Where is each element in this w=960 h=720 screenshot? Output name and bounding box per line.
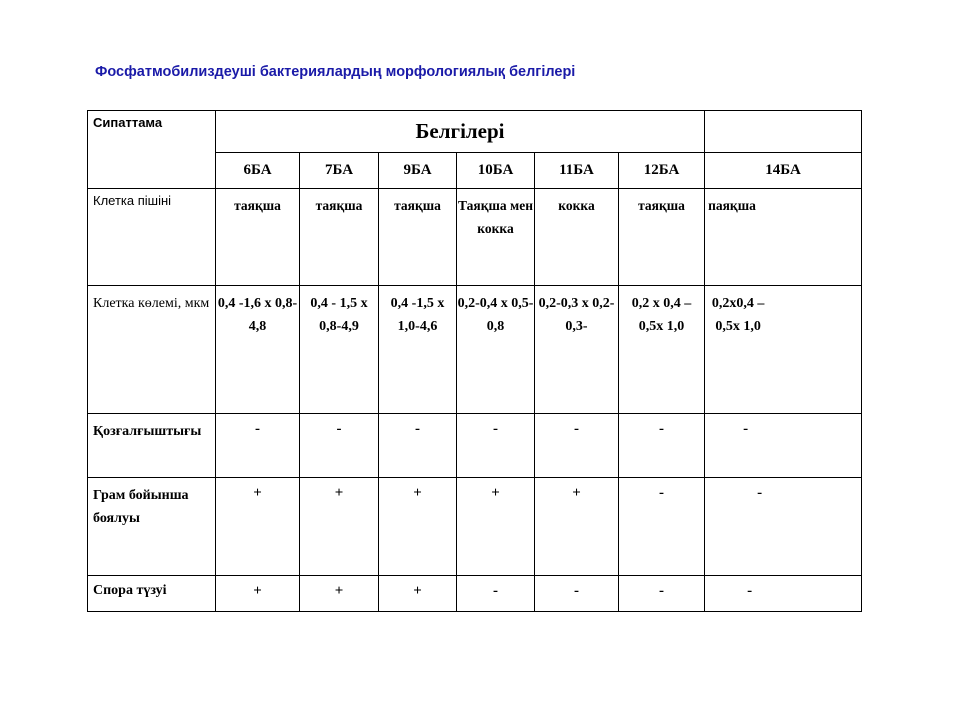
row-label: Спора түзуі bbox=[88, 576, 216, 612]
table-cell: таяқша bbox=[216, 189, 300, 286]
row-label: Грам бойынша боялуы bbox=[88, 478, 216, 576]
table-cell: 0,2 х 0,4 – 0,5х 1,0 bbox=[619, 286, 705, 414]
table-cell: паяқша bbox=[705, 189, 862, 286]
table-cell: - bbox=[619, 576, 705, 612]
code-header: 14БА bbox=[705, 153, 862, 189]
table-cell: - bbox=[216, 414, 300, 478]
table-cell: таяқша bbox=[300, 189, 379, 286]
table-cell: 0,4 -1,6 х 0,8-4,8 bbox=[216, 286, 300, 414]
table-cell: - bbox=[535, 414, 619, 478]
code-header: 9БА bbox=[379, 153, 457, 189]
table-cell: таяқша bbox=[619, 189, 705, 286]
code-header: 10БА bbox=[457, 153, 535, 189]
corner-label: Сипаттама bbox=[93, 115, 163, 130]
table-row bbox=[88, 286, 862, 414]
table-cell: + bbox=[379, 478, 457, 576]
table-cell: Таяқша мен кокка bbox=[457, 189, 535, 286]
table-cell: - bbox=[300, 414, 379, 478]
table-cell: + bbox=[300, 576, 379, 612]
code-header: 12БА bbox=[619, 153, 705, 189]
table-cell: + bbox=[535, 478, 619, 576]
table-row bbox=[88, 576, 862, 612]
table-cell bbox=[705, 286, 862, 414]
table-cell: - bbox=[705, 414, 862, 478]
table-cell: - bbox=[379, 414, 457, 478]
table-cell: + bbox=[300, 478, 379, 576]
row-label: Қозғалғыштығы bbox=[88, 414, 216, 478]
table-cell: 0,4 -1,5 х 1,0-4,6 bbox=[379, 286, 457, 414]
table-cell: - bbox=[457, 576, 535, 612]
table-row bbox=[88, 478, 862, 576]
code-header: 7БА bbox=[300, 153, 379, 189]
page-title: Фосфатмобилиздеуші бактериялардың морфологиялық белгілері bbox=[95, 64, 576, 80]
morphology-table bbox=[87, 110, 862, 612]
table-cell: + bbox=[379, 576, 457, 612]
table-cell: - bbox=[619, 414, 705, 478]
table-cell: 0,2-0,3 х 0,2-0,3- bbox=[535, 286, 619, 414]
row-label: Клетка пішіні bbox=[88, 189, 216, 286]
table-cell: - bbox=[457, 414, 535, 478]
table-cell: - bbox=[705, 478, 862, 576]
table-cell: - bbox=[619, 478, 705, 576]
table-cell: + bbox=[216, 478, 300, 576]
corner-label-cell bbox=[88, 111, 216, 189]
code-header: 11БА bbox=[535, 153, 619, 189]
table-cell: - bbox=[535, 576, 619, 612]
table-cell: + bbox=[457, 478, 535, 576]
table-cell: 0,2-0,4 х 0,5-0,8 bbox=[457, 286, 535, 414]
code-header: 6БА bbox=[216, 153, 300, 189]
table-row bbox=[88, 414, 862, 478]
table-cell-text: 0,2х0,4 –0,5х 1,0 bbox=[711, 296, 765, 334]
row-label: Клетка көлемі, мкм bbox=[88, 286, 216, 414]
group-header: Белгілері bbox=[216, 111, 705, 153]
table-cell: - bbox=[705, 576, 862, 612]
table-row bbox=[88, 189, 862, 286]
table-cell: + bbox=[216, 576, 300, 612]
table-cell: таяқша bbox=[379, 189, 457, 286]
group-header-empty bbox=[705, 111, 862, 153]
table-cell: 0,4 - 1,5 х 0,8-4,9 bbox=[300, 286, 379, 414]
table-cell: кокка bbox=[535, 189, 619, 286]
